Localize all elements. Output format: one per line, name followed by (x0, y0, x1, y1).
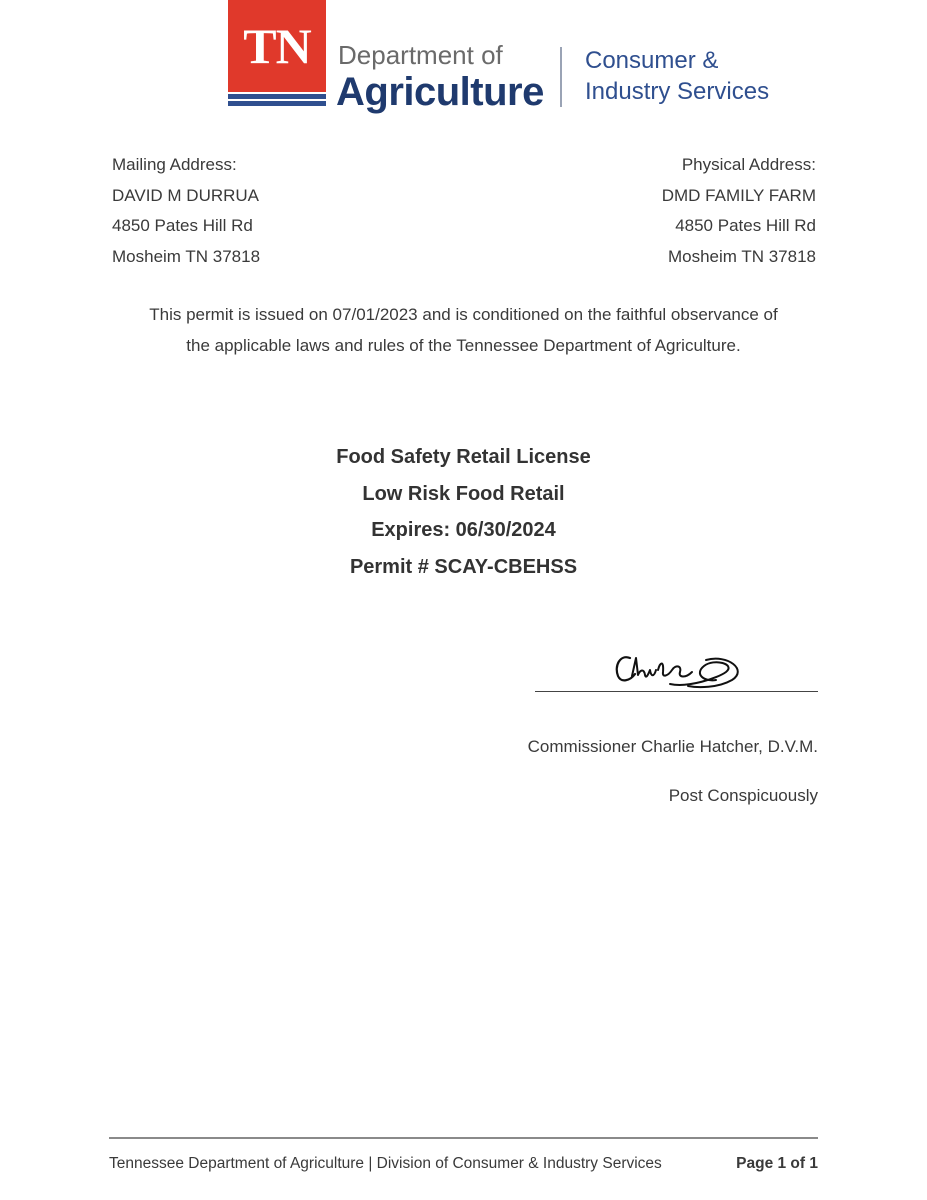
signatory-name: Commissioner Charlie Hatcher, D.V.M. (527, 737, 818, 756)
issue-statement-line1: This permit is issued on 07/01/2023 and is conditioned on the faithful observance of (149, 305, 778, 324)
logo-department-of: Department of (338, 40, 503, 70)
physical-street: 4850 Pates Hill Rd (675, 216, 816, 235)
physical-name: DMD FAMILY FARM (661, 185, 816, 205)
physical-address-label: Physical Address: (681, 155, 816, 174)
tn-logo-box: TN (228, 0, 326, 92)
license-title: Food Safety Retail License (336, 446, 591, 468)
logo-agriculture: Agriculture (336, 70, 544, 114)
footer-organization: Tennessee Department of Agriculture | Division of Consumer & Industry Services (109, 1155, 662, 1172)
issue-statement (0, 300, 927, 362)
page-number: Page 1 of 1 (736, 1155, 818, 1172)
mailing-address (112, 150, 260, 272)
division-name-line2: Industry Services (585, 78, 770, 105)
handwritten-signature (608, 648, 748, 696)
permit-number: Permit # SCAY-CBEHSS (349, 555, 578, 578)
issue-statement-line2: the applicable laws and rules of the Tennessee Department of Agriculture. (186, 336, 741, 355)
logo-stripe (228, 101, 326, 106)
post-instruction: Post Conspicuously (668, 786, 818, 805)
mailing-city-state-zip: Mosheim TN 37818 (112, 246, 261, 266)
license-category: Low Risk Food Retail (362, 482, 565, 505)
mailing-street: 4850 Pates Hill Rd (112, 216, 253, 235)
physical-city-state-zip: Mosheim TN 37818 (667, 246, 816, 266)
mailing-address-label: Mailing Address: (112, 155, 237, 174)
signature-line (535, 691, 818, 692)
logo-stripe (228, 94, 326, 99)
logo-divider (560, 47, 562, 107)
license-expiration: Expires: 06/30/2024 (371, 519, 556, 541)
tda-logo (228, 0, 788, 120)
physical-address (662, 150, 816, 272)
footer-divider (109, 1137, 818, 1139)
mailing-name: DAVID M DURRUA (112, 185, 260, 205)
license-details (0, 439, 927, 585)
division-name-line1: Consumer & (585, 47, 719, 74)
